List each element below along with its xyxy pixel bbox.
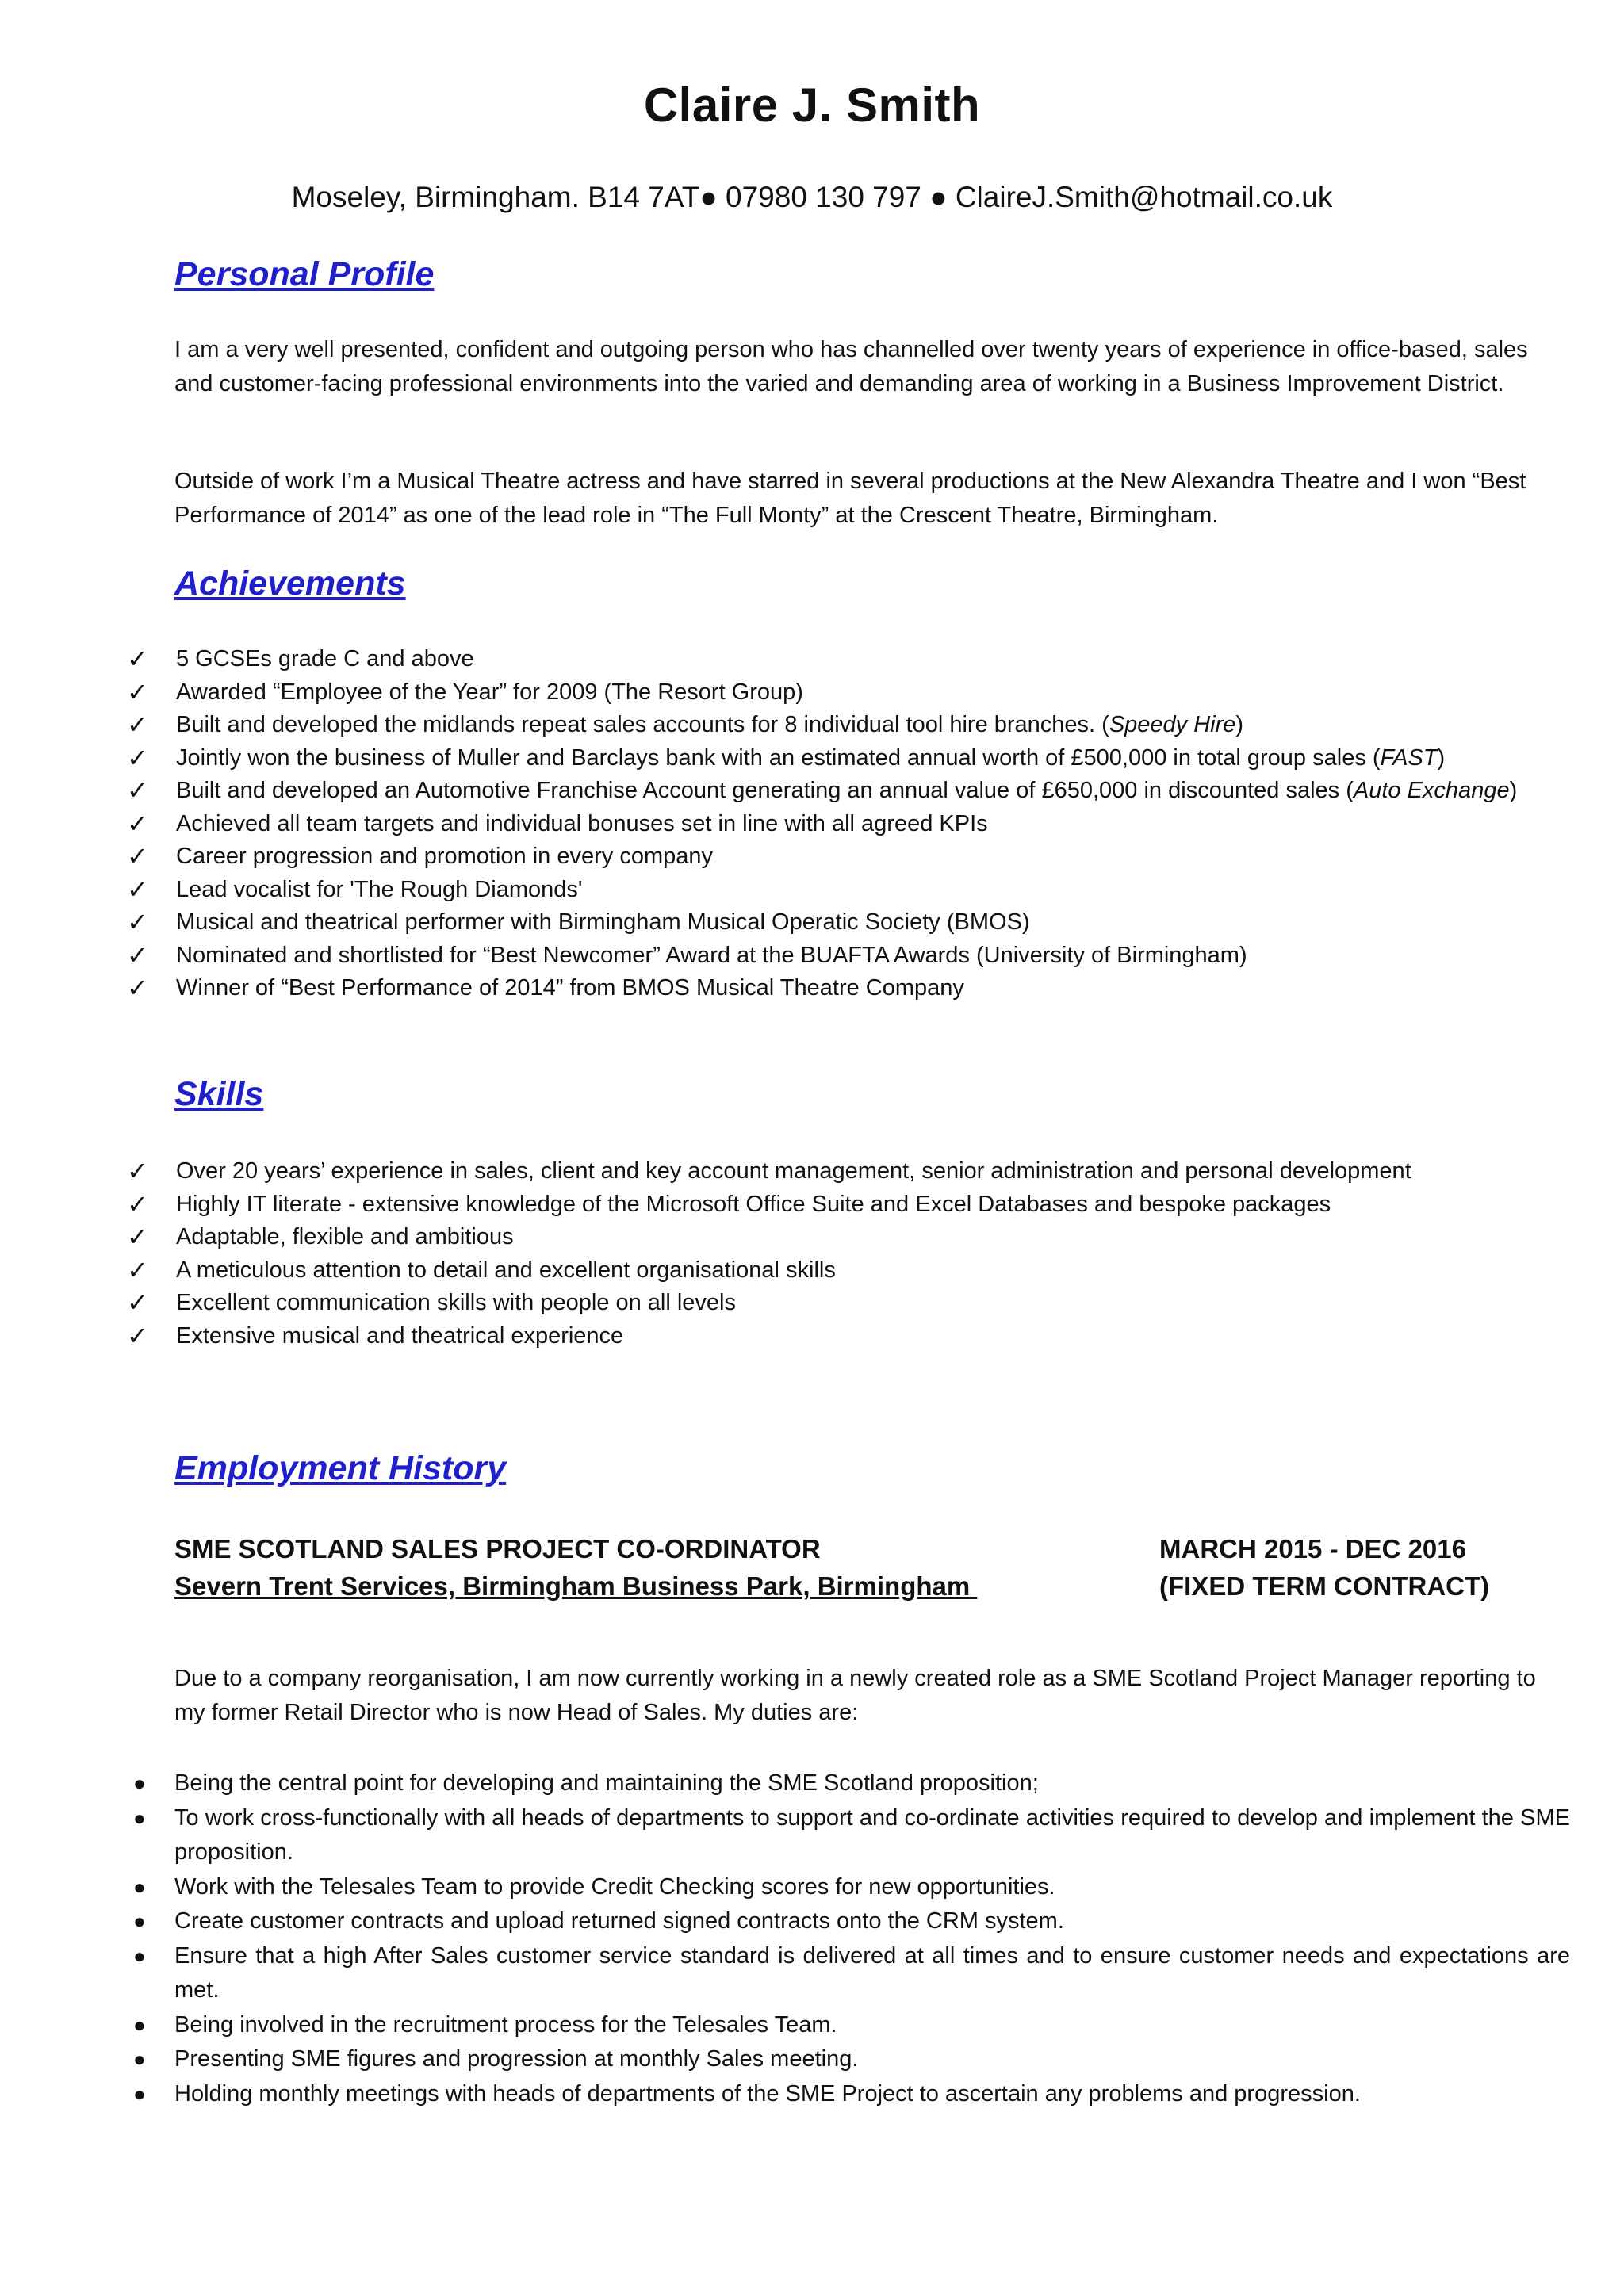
checkmark-icon: ✓ — [127, 842, 148, 871]
bullet-icon: ● — [133, 1771, 146, 1795]
checkmark-icon: ✓ — [127, 645, 148, 673]
list-item: ✓ Built and developed an Automotive Franchise Account generating an annual value of £650,000 in discounted sales (Auto Exchange) — [127, 775, 1578, 808]
checkmark-icon: ✓ — [127, 940, 148, 970]
skills-list — [127, 1155, 1578, 1353]
checkmark-icon: ✓ — [127, 809, 148, 838]
list-item: ✓ Winner of “Best Performance of 2014” from BMOS Musical Theatre Company — [127, 972, 1578, 1005]
list-item: ✓ Adaptable, flexible and ambitious — [127, 1221, 1578, 1254]
list-item: ● To work cross-functionally with all heads of departments to support and co-ordinate activities required to develop and implement the SME proposition. — [127, 1801, 1570, 1870]
list-item: ✓ Over 20 years’ experience in sales, client and key account management, senior administration and personal development — [127, 1155, 1578, 1188]
checkmark-icon: ✓ — [127, 776, 148, 805]
checkmark-icon: ✓ — [127, 743, 148, 772]
job-dates: MARCH 2015 - DEC 2016 — [1159, 1534, 1466, 1563]
list-item: ● Being the central point for developing and maintaining the SME Scotland proposition; — [127, 1766, 1570, 1801]
list-item: ✓ Jointly won the business of Muller and Barclays bank with an estimated annual worth of £500,000 in total group sales (FAST) — [127, 742, 1578, 775]
checkmark-icon: ✓ — [127, 1223, 148, 1251]
list-item: ● Create customer contracts and upload returned signed contracts onto the CRM system. — [127, 1904, 1570, 1939]
list-item: ✓ Highly IT literate - extensive knowledge of the Microsoft Office Suite and Excel Databases and bespoke packages — [127, 1188, 1578, 1222]
list-item: ✓ Built and developed the midlands repeat sales accounts for 8 individual tool hire branches. (Speedy Hire) — [127, 709, 1578, 742]
bullet-icon: ● — [133, 1874, 146, 1899]
achievements-list — [127, 643, 1578, 1005]
list-item: ✓ Nominated and shortlisted for “Best Newcomer” Award at the BUAFTA Awards (University of Birmingham) — [127, 939, 1578, 973]
checkmark-icon: ✓ — [127, 1321, 148, 1350]
contract-type: (FIXED TERM CONTRACT) — [1159, 1571, 1490, 1601]
checkmark-icon: ✓ — [127, 1255, 148, 1284]
checkmark-icon: ✓ — [127, 874, 148, 904]
checkmark-icon: ✓ — [127, 908, 148, 936]
list-item: ● Presenting SME figures and progression at monthly Sales meeting. — [127, 2042, 1570, 2077]
bullet-icon: ● — [133, 2047, 146, 2071]
bullet-icon: ● — [133, 1943, 146, 1968]
list-item: ● Ensure that a high After Sales customer service standard is delivered at all times and to ensure customer needs and expectations are met. — [127, 1939, 1570, 2008]
bullet-icon: ● — [133, 2081, 146, 2106]
achievements-heading: Achievements — [174, 564, 406, 603]
employment-history-heading: Employment History — [174, 1449, 507, 1487]
list-item: ✓ Awarded “Employee of the Year” for 2009 (The Resort Group) — [127, 676, 1578, 710]
list-item: ✓ Career progression and promotion in every company — [127, 840, 1578, 874]
list-item: ✓ A meticulous attention to detail and excellent organisational skills — [127, 1254, 1578, 1288]
checkmark-icon: ✓ — [127, 710, 148, 739]
employment-intro: Due to a company reorganisation, I am now currently working in a newly created role as a SME Scotland Project Manager reporting to my former Retail Director who is now Head of Sales. My duties are: — [174, 1666, 1536, 1725]
personal-profile-heading: Personal Profile — [174, 255, 435, 293]
job-title: SME SCOTLAND SALES PROJECT CO-ORDINATOR — [174, 1534, 821, 1563]
list-item: ✓ Achieved all team targets and individual bonuses set in line with all agreed KPIs — [127, 808, 1578, 841]
bullet-icon: ● — [133, 1805, 146, 1830]
list-item: ✓ 5 GCSEs grade C and above — [127, 643, 1578, 676]
candidate-name: Claire J. Smith — [643, 78, 981, 132]
checkmark-icon: ✓ — [127, 1157, 148, 1185]
list-item: ✓ Extensive musical and theatrical experience — [127, 1320, 1578, 1353]
employer: Severn Trent Services, Birmingham Business Park, Birmingham — [174, 1571, 978, 1601]
checkmark-icon: ✓ — [127, 677, 148, 706]
bullet-icon: ● — [133, 2012, 146, 2037]
profile-paragraph-1: I am a very well presented, confident and outgoing person who has channelled over twenty years of experience in office-based, sales and customer-facing professional environments into the varied and demanding area of working in a Business Improvement District. — [174, 337, 1528, 396]
list-item: ✓ Excellent communication skills with people on all levels — [127, 1287, 1578, 1320]
contact-line: Moseley, Birmingham. B14 7AT● 07980 130 797 ● ClaireJ.Smith@hotmail.co.uk — [291, 181, 1333, 213]
profile-paragraph-2: Outside of work I’m a Musical Theatre actress and have starred in several productions at the New Alexandra Theatre and I won “Best Performance of 2014” as one of the lead role in “The Full Monty” at the Crescent Theatre, Birmingham. — [174, 469, 1526, 528]
list-item: ● Being involved in the recruitment process for the Telesales Team. — [127, 2008, 1570, 2043]
list-item: ● Holding monthly meetings with heads of departments of the SME Project to ascertain any problems and progression. — [127, 2077, 1570, 2112]
skills-heading: Skills — [174, 1075, 264, 1113]
checkmark-icon: ✓ — [127, 1288, 148, 1317]
checkmark-icon: ✓ — [127, 974, 148, 1002]
list-item: ● Work with the Telesales Team to provide Credit Checking scores for new opportunities. — [127, 1870, 1570, 1905]
list-item: ✓ Lead vocalist for 'The Rough Diamonds' — [127, 874, 1578, 907]
duties-list — [127, 1766, 1570, 2111]
list-item: ✓ Musical and theatrical performer with Birmingham Musical Operatic Society (BMOS) — [127, 906, 1578, 939]
bullet-icon: ● — [133, 1909, 146, 1933]
checkmark-icon: ✓ — [127, 1189, 148, 1219]
